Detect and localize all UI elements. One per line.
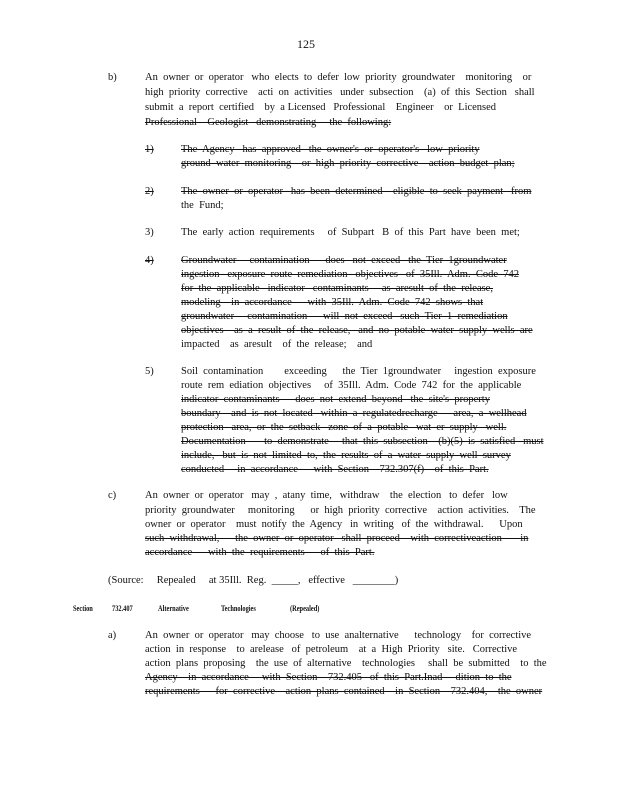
para-c-line: An owner or operator may , atany time, withdraw the election to defer low xyxy=(145,490,508,501)
item-2-line: The owner or operator has been determined eligible to seek payment from xyxy=(181,186,532,197)
section-title-2: Technologies xyxy=(221,603,256,613)
item-4-line: groundwater contamination will not exceed such Tier 1 remediation xyxy=(181,311,508,322)
para-a-line: action in response to arelease of petroleum at a High Priority site. Corrective xyxy=(145,644,518,655)
item-4-line: for the applicable indicator contaminants as aresult of the release, xyxy=(181,283,493,294)
para-a-line: An owner or operator may choose to use analternative technology for corrective xyxy=(145,630,532,641)
item-2-line: the Fund; xyxy=(181,200,224,211)
para-a-line: requirements for corrective action plans contained in Section 732.404, the owner xyxy=(145,686,543,697)
para-c-line: priority groundwater monitoring or high priority corrective action activities. The xyxy=(145,505,536,516)
para-b-marker: b) xyxy=(108,72,117,83)
para-a-line: Agency in accordance with Section 732.405 of this Part.Inad dition to the xyxy=(145,672,512,683)
item-5-line: Soil contamination exceeding the Tier 1groundwater ingestion exposure xyxy=(181,366,536,377)
para-c-line: accordance with the requirements of this Part. xyxy=(145,547,375,558)
para-b-line-struck: Professional Geologist demonstrating the following: xyxy=(145,117,392,128)
item-5-line: route rem ediation objectives of 35Ill. Adm. Code 742 for the applicable xyxy=(181,380,522,391)
page-number: 125 xyxy=(297,37,315,51)
item-5-line: conducted in accordance with Section 732.307(f) of this Part. xyxy=(181,464,489,475)
section-number: 732.407 xyxy=(112,603,133,613)
item-5-line: indicator contaminants does not extend beyond the site's property xyxy=(181,394,490,405)
item-4-line: impacted as aresult of the release; and xyxy=(181,339,373,350)
item-3-line: The early action requirements of Subpart B of this Part have been met; xyxy=(181,227,520,238)
item-4-line: objectives as a result of the release, and no potable water supply wells are xyxy=(181,325,533,336)
para-a-marker: a) xyxy=(108,630,117,641)
item-4-marker: 4) xyxy=(145,255,154,266)
item-5-line: include, but is not limited to, the results of a water supply well survey xyxy=(181,450,511,461)
item-4-line: Groundwater contamination does not exceed the Tier 1groundwater xyxy=(181,255,507,266)
para-b-line: An owner or operator who elects to defer low priority groundwater monitoring or xyxy=(145,72,532,83)
item-1-marker: 1) xyxy=(145,144,154,155)
section-title: Alternative xyxy=(158,603,189,613)
item-5-line: boundary and is not located within a regulatedrecharge area, a wellhead xyxy=(181,408,527,419)
item-2-marker: 2) xyxy=(145,186,154,197)
section-label: Section xyxy=(73,603,93,613)
para-b-line: high priority corrective acti on activities under subsection (a) of this Section shall xyxy=(145,87,535,98)
item-4-line: ingestion exposure route remediation objectives of 35Ill. Adm. Code 742 xyxy=(181,269,519,280)
item-5-marker: 5) xyxy=(145,366,154,377)
para-c-line: such withdrawal, the owner or operator shall proceed with correctiveaction in xyxy=(145,533,529,544)
para-b-line: submit a report certified by a Licensed Professional Engineer or Licensed xyxy=(145,102,497,113)
item-1-line: ground water monitoring or high priority corrective action budget plan; xyxy=(181,158,515,169)
para-a-line: action plans proposing the use of alternative technologies shall be submitted to the xyxy=(145,658,547,669)
item-3-marker: 3) xyxy=(145,227,154,238)
section-status: (Repealed) xyxy=(290,603,320,613)
item-4-line: modeling in accordance with 35Ill. Adm. Code 742 shows that xyxy=(181,297,484,308)
source-note: (Source: Repealed at 35Ill. Reg. _____, effective ________) xyxy=(108,575,399,586)
para-c-line: owner or operator must notify the Agency in writing of the withdrawal. Upon xyxy=(145,519,523,530)
item-5-line: protection area, or the setback zone of a potable wat er supply well. xyxy=(181,422,507,433)
para-c-marker: c) xyxy=(108,490,117,501)
item-1-line: The Agency has approved the owner's or operator's low priority xyxy=(181,144,480,155)
item-5-line: Documentation to demonstrate that this subsection (b)(5) is satisfied must xyxy=(181,436,544,447)
